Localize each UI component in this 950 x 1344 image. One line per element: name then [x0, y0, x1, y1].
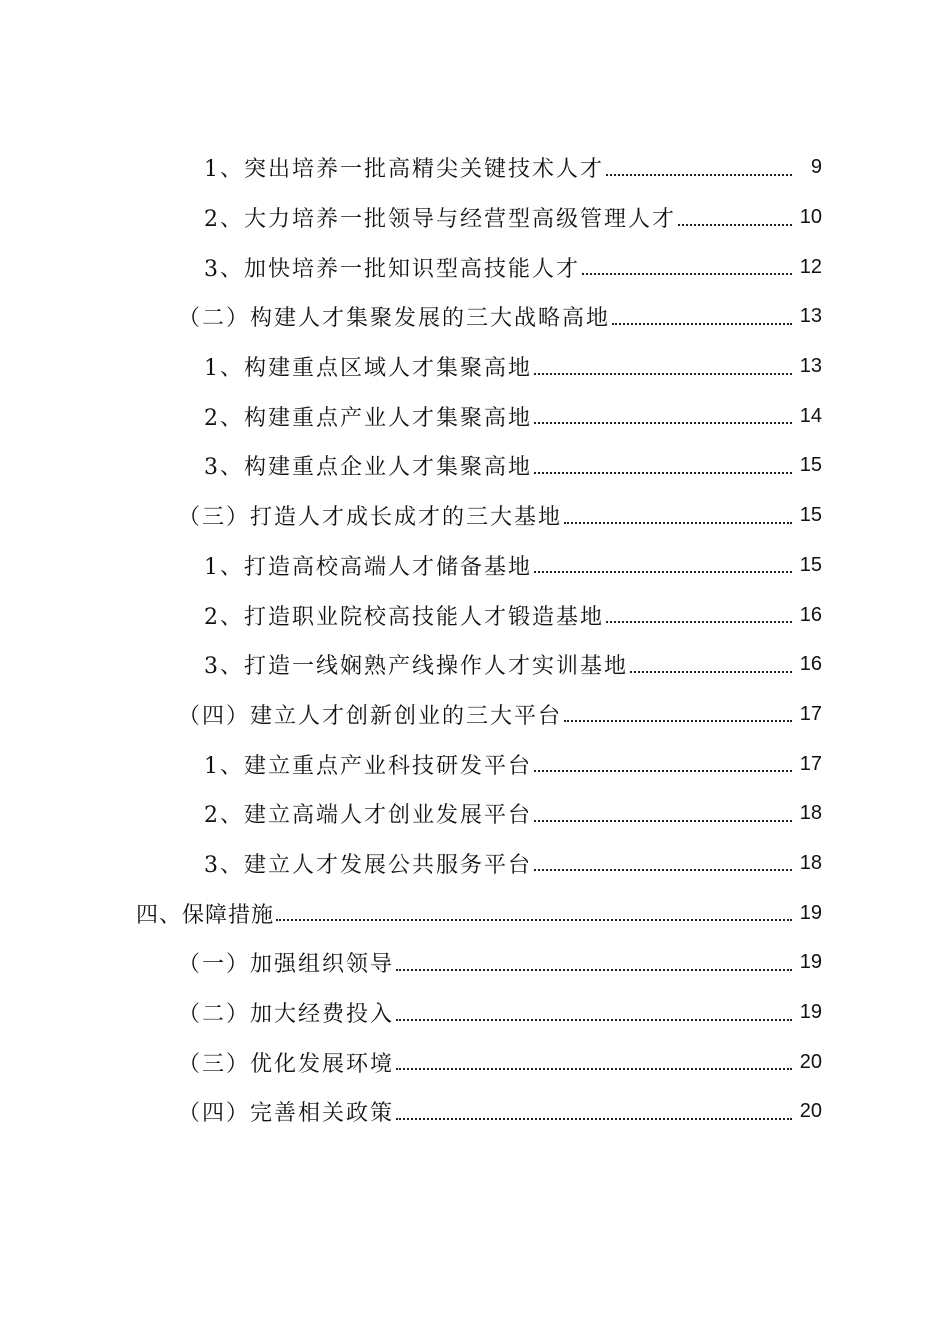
toc-entry[interactable] [0, 938, 950, 988]
toc-entry[interactable] [0, 640, 950, 690]
toc-entry-title: （一）加强组织领导 [178, 952, 395, 978]
toc-entry-page: 10 [799, 206, 822, 229]
toc-entry-page: 16 [799, 653, 822, 676]
dot-leader [396, 1017, 792, 1021]
dot-leader [630, 669, 792, 673]
toc-entry-title: （三）优化发展环境 [178, 1051, 395, 1077]
toc-entry-page: 15 [799, 454, 822, 477]
toc-entry[interactable] [0, 143, 950, 193]
toc-entry-title: 2、建立高端人才创业发展平台 [204, 803, 532, 829]
toc-entry[interactable] [0, 541, 950, 591]
toc-entry[interactable] [0, 193, 950, 243]
toc-entry[interactable] [0, 342, 950, 392]
dot-leader [534, 371, 792, 375]
dot-leader [534, 768, 792, 772]
toc-entry-page: 13 [799, 305, 822, 328]
dot-leader [276, 917, 792, 921]
toc-entry-title: 3、加快培养一批知识型高技能人才 [204, 256, 580, 282]
dot-leader [564, 718, 792, 722]
dot-leader [564, 520, 792, 524]
toc-entry-page: 19 [799, 951, 822, 974]
toc-entry-page: 19 [799, 901, 822, 924]
toc-entry-page: 15 [799, 504, 822, 527]
toc-entry-page: 20 [799, 1100, 822, 1123]
toc-entry-page: 17 [799, 702, 822, 725]
toc-entry-title: （三）打造人才成长成才的三大基地 [178, 505, 563, 531]
table-of-contents [0, 143, 950, 1137]
toc-entry-title: 2、打造职业院校高技能人才锻造基地 [204, 604, 604, 630]
toc-entry-page: 12 [799, 255, 822, 278]
toc-entry[interactable] [0, 491, 950, 541]
toc-entry-page: 16 [799, 603, 822, 626]
dot-leader [678, 222, 792, 226]
toc-entry-page: 13 [799, 355, 822, 378]
toc-entry[interactable] [0, 739, 950, 789]
toc-entry-page: 17 [799, 752, 822, 775]
toc-entry[interactable] [0, 242, 950, 292]
toc-entry[interactable] [0, 690, 950, 740]
toc-entry[interactable] [0, 789, 950, 839]
toc-entry[interactable] [0, 391, 950, 441]
toc-entry[interactable] [0, 441, 950, 491]
toc-entry-page: 18 [799, 802, 822, 825]
dot-leader [534, 470, 792, 474]
toc-entry-title: 四、保障措施 [136, 902, 275, 928]
dot-leader [396, 1116, 792, 1120]
toc-entry-title: （四）完善相关政策 [178, 1101, 395, 1127]
dot-leader [534, 867, 792, 871]
dot-leader [534, 818, 792, 822]
toc-entry[interactable] [0, 988, 950, 1038]
toc-entry-page: 18 [799, 851, 822, 874]
toc-entry-title: 1、构建重点区域人才集聚高地 [204, 356, 532, 382]
dot-leader [606, 172, 792, 176]
toc-entry-title: 3、建立人才发展公共服务平台 [204, 852, 532, 878]
dot-leader [534, 569, 792, 573]
toc-entry-title: 2、大力培养一批领导与经营型高级管理人才 [204, 207, 676, 233]
toc-entry-title: （四）建立人才创新创业的三大平台 [178, 703, 563, 729]
dot-leader [606, 619, 792, 623]
toc-entry-page: 9 [810, 156, 822, 179]
dot-leader [396, 967, 792, 971]
dot-leader [534, 420, 792, 424]
toc-entry-page: 19 [799, 1001, 822, 1024]
toc-entry-title: 3、打造一线娴熟产线操作人才实训基地 [204, 654, 628, 680]
toc-entry[interactable] [0, 1087, 950, 1137]
toc-entry-page: 20 [799, 1050, 822, 1073]
toc-entry-page: 14 [799, 404, 822, 427]
toc-entry-title: 1、建立重点产业科技研发平台 [204, 753, 532, 779]
toc-entry-page: 15 [799, 553, 822, 576]
toc-entry[interactable] [0, 839, 950, 889]
toc-entry[interactable] [0, 888, 950, 938]
dot-leader [612, 321, 792, 325]
toc-entry[interactable] [0, 292, 950, 342]
toc-entry[interactable] [0, 1037, 950, 1087]
toc-entry[interactable] [0, 590, 950, 640]
toc-entry-title: 1、打造高校高端人才储备基地 [204, 554, 532, 580]
dot-leader [582, 271, 792, 275]
dot-leader [396, 1066, 792, 1070]
toc-entry-title: （二）加大经费投入 [178, 1002, 395, 1028]
toc-entry-title: 3、构建重点企业人才集聚高地 [204, 455, 532, 481]
toc-entry-title: （二）构建人才集聚发展的三大战略高地 [178, 306, 611, 332]
toc-entry-title: 2、构建重点产业人才集聚高地 [204, 405, 532, 431]
toc-entry-title: 1、突出培养一批高精尖关键技术人才 [204, 157, 604, 183]
